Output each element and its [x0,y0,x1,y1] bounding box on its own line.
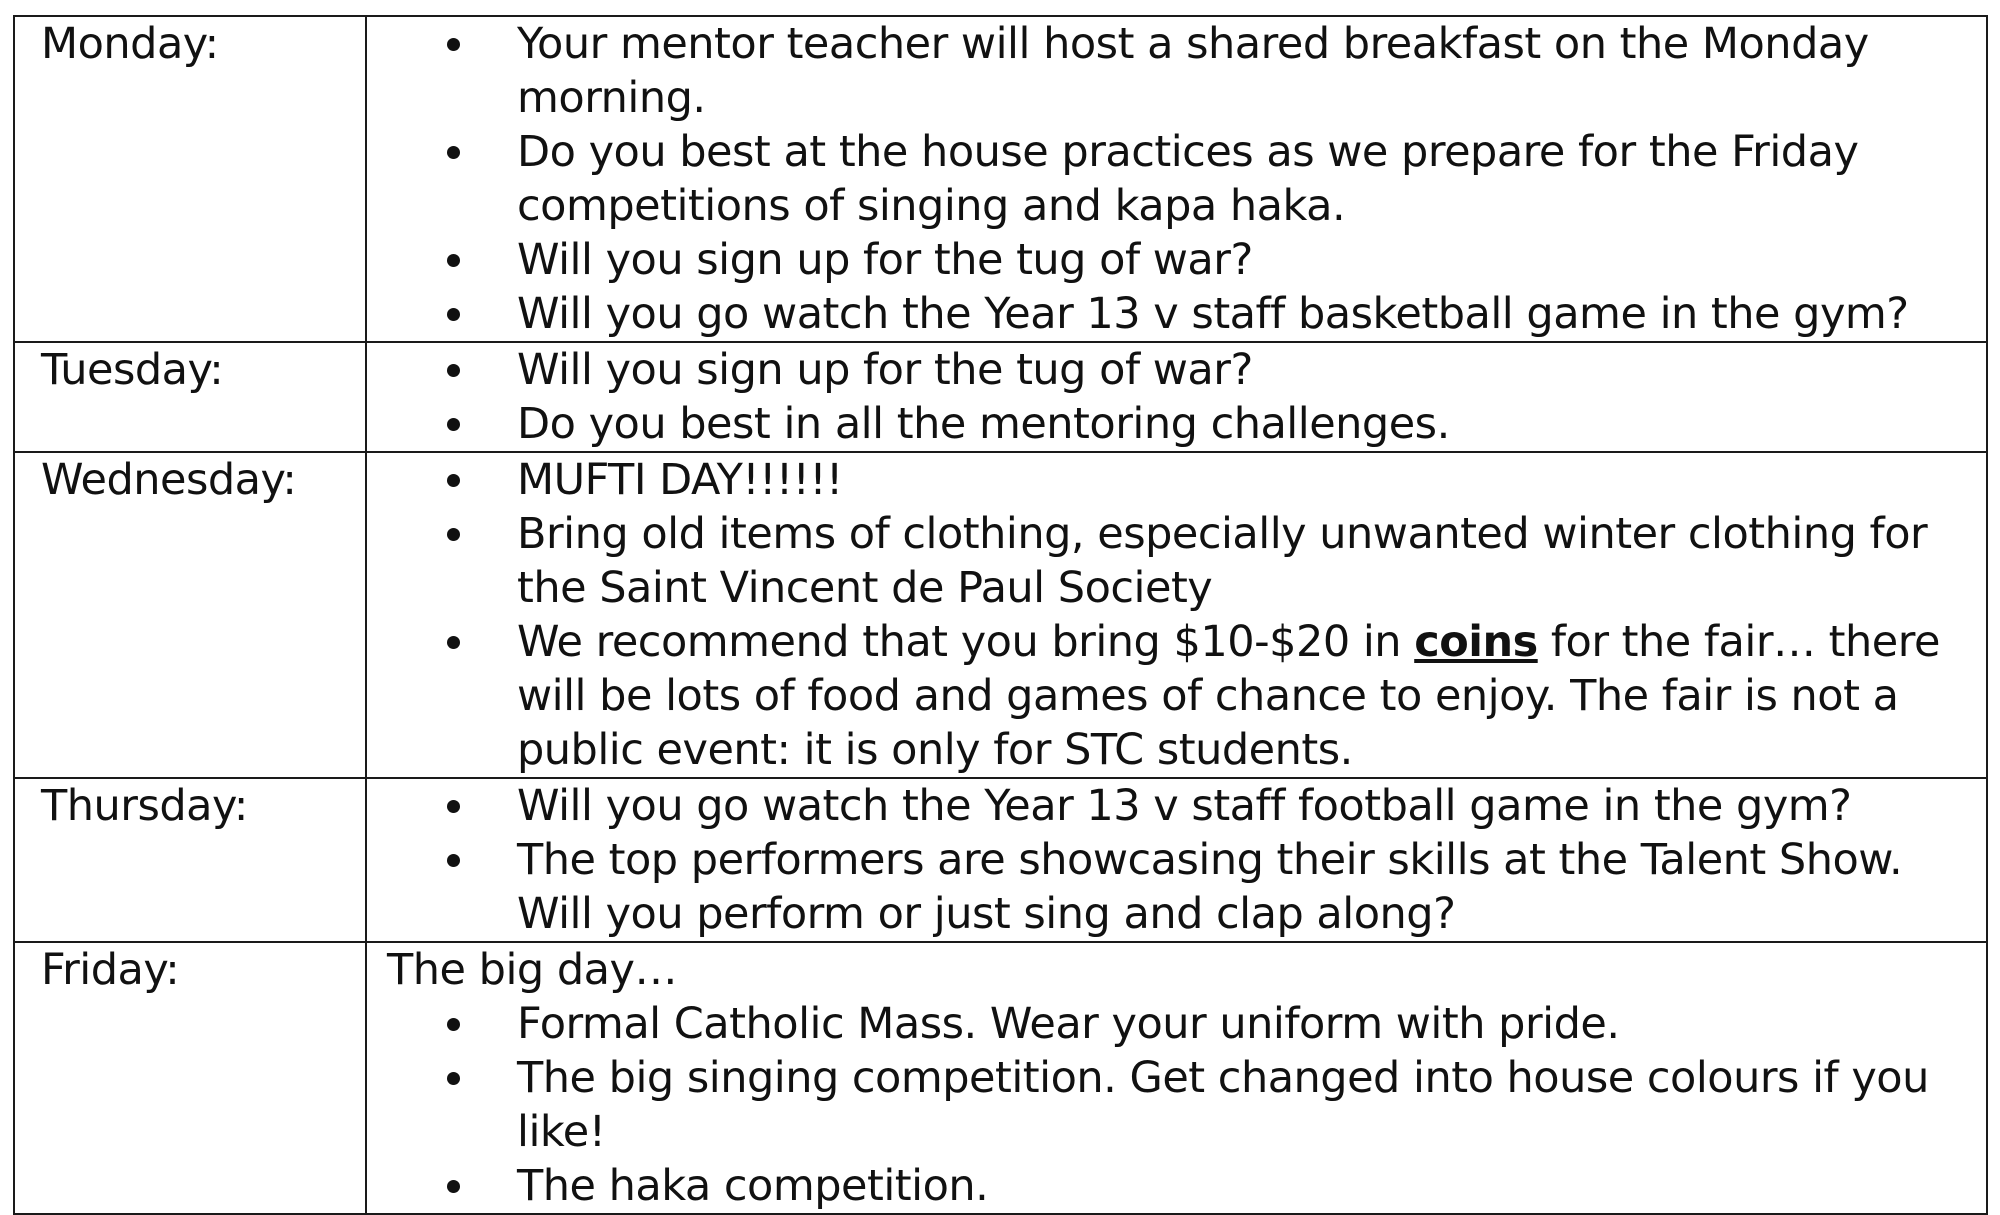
bullet-icon [447,146,460,159]
bullet-icon [447,1018,460,1031]
list-item [367,397,1986,451]
bullet-list-monday [367,17,1986,341]
bullet-icon [447,308,460,321]
item-text: Do you best at the house practices as we prepare for the Friday competitions of singing and kapa haka. [517,127,1859,231]
schedule-row-tuesday [14,342,1987,452]
item-text: The big singing competition. Get changed into house colours if you like! [517,1053,1929,1157]
schedule-row-wednesday [14,452,1987,778]
list-item [367,343,1986,397]
bullet-icon [447,854,460,867]
bullet-icon [447,364,460,377]
bullet-icon [447,474,460,487]
item-text: Will you sign up for the tug of war? [517,345,1253,395]
list-item [367,1159,1986,1213]
bullet-icon [447,1180,460,1193]
item-text-after: for the fair… there will be lots of food and games of chance to enjoy. The fair is not a public event: it is only for STC students. [517,617,1940,775]
item-text: Will you go watch the Year 13 v staff football game in the gym? [517,781,1852,831]
list-item [367,1051,1986,1159]
bullet-icon [447,636,460,649]
weekly-schedule-table [13,15,1988,1215]
day-label-monday: Monday: [14,16,366,342]
day-content-monday [366,16,1987,342]
list-item [367,507,1986,615]
bullet-list-thursday [367,779,1986,941]
bullet-list-wednesday [367,453,1986,777]
list-item [367,833,1986,941]
bullet-icon [447,800,460,813]
list-item [367,453,1986,507]
bullet-icon [447,38,460,51]
day-content-thursday [366,778,1987,942]
friday-intro: The big day… [387,945,677,995]
day-content-tuesday [366,342,1987,452]
day-label-wednesday: Wednesday: [14,452,366,778]
day-label-tuesday: Tuesday: [14,342,366,452]
list-item [367,615,1986,777]
coins-emphasis: coins [1414,617,1538,667]
item-text: Formal Catholic Mass. Wear your uniform with pride. [517,999,1620,1049]
item-text: Will you sign up for the tug of war? [517,235,1253,285]
list-item [367,233,1986,287]
day-content-friday [366,942,1987,1214]
bullet-icon [447,254,460,267]
item-text: MUFTI DAY!!!!!! [517,455,843,505]
day-content-wednesday [366,452,1987,778]
list-item [367,287,1986,341]
item-text: Bring old items of clothing, especially unwanted winter clothing for the Saint Vincent de Paul Society [517,509,1928,613]
schedule-row-monday [14,16,1987,342]
list-item [367,779,1986,833]
item-text: The haka competition. [517,1161,989,1211]
item-text-before: We recommend that you bring $10-$20 in [517,617,1415,667]
bullet-icon [447,528,460,541]
item-text: The top performers are showcasing their skills at the Talent Show. Will you perform or just sing and clap along? [517,835,1903,939]
bullet-list-tuesday [367,343,1986,451]
schedule-row-friday [14,942,1987,1214]
bullet-list-friday [367,997,1986,1213]
list-item [367,17,1986,125]
list-item [367,125,1986,233]
item-text: Your mentor teacher will host a shared breakfast on the Monday morning. [517,19,1869,123]
schedule-row-thursday [14,778,1987,942]
day-label-friday: Friday: [14,942,366,1214]
day-label-thursday: Thursday: [14,778,366,942]
item-text: Will you go watch the Year 13 v staff basketball game in the gym? [517,289,1909,339]
list-item [367,997,1986,1051]
item-text: Do you best in all the mentoring challenges. [517,399,1450,449]
bullet-icon [447,418,460,431]
bullet-icon [447,1072,460,1085]
